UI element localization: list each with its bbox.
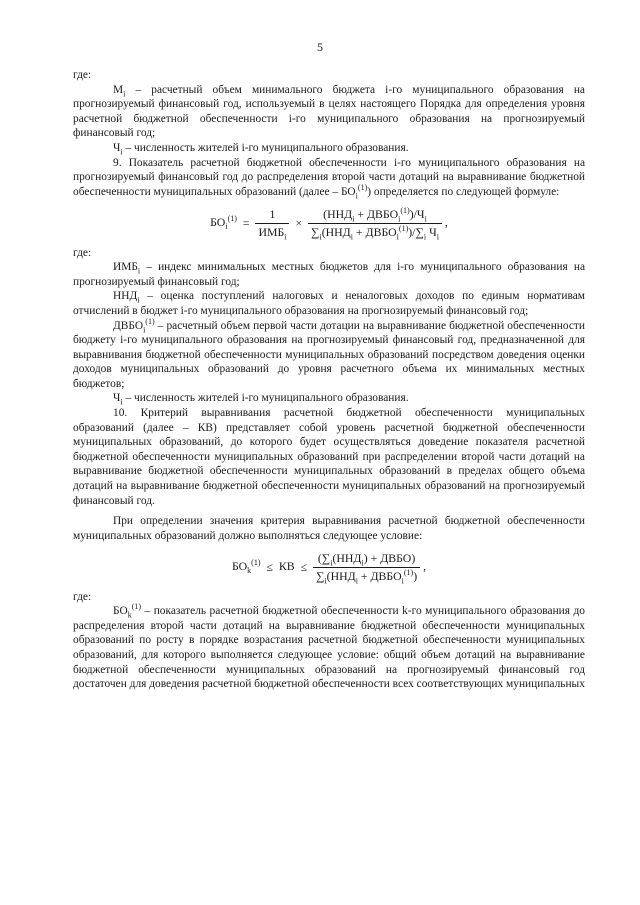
fraction-condition: $\frac{(\sum_i(ННД_i) + ДВБО)}{\sum_i(ННД_i + ДВБО_i^{(1)})}$ [313, 551, 420, 583]
paragraph-10: 10. Критерий выравнивания расчетной бюджетной обеспеченности муниципальных образований (далее – КВ) представляет собой уровень расчетной бюджетной обеспеченности муниципальных образований, до которого будет осуществляться доведение показателя расчетной бюджетной обеспеченности муниципальных образований при распределении второй части дотаций на выравнивание бюджетной обеспеченности муниципальных образований в пределах общего объема дотаций на выравнивание бюджетной обеспеченности муниципальных образований на прогнозируемый финансовый год. [73, 407, 585, 507]
where-label-1: где: [73, 69, 92, 81]
formula-condition: $БО_k^{(1)}$ ≤ КВ ≤ $\frac{(\sum_i(ННД_i) + ДВБО)}{\sum_i(ННД_i + ДВБО_i^{(1)})}$ , [231, 551, 427, 586]
definition-imb: $ИМБ_i$ – индекс минимальных местных бюджетов для i-го муниципального образования на прогнозируемый финансовый год; [73, 261, 585, 288]
definition-m: $М_i$ – расчетный объем минимального бюджета i-го муниципального образования на прогнозируемый финансовый год, используемый в целях настоящего Порядка для определения уровня расчетной бюджетной обеспеченности i-го муниципального образования на прогнозируемый финансовый год; [73, 83, 585, 140]
document-body [73, 68, 585, 692]
fraction-imb: $\frac{1}{ИМБ_i}$ [255, 207, 289, 239]
definition-dvbo: $ДВБО_i^{(1)}$ – расчетный объем первой части дотации на выравнивание бюджетной обеспеченности бюджету i-го муниципального образования на прогнозируемый финансовый год, предназначенной для выравнивания бюджетной обеспеченности муниципальных образований посредством доведения оценки доходов муниципальных образований до уровня расчетного объема их минимальных местных бюджетов; [73, 316, 585, 390]
page-number: 5 [317, 40, 323, 54]
paragraph-9: 9. Показатель расчетной бюджетной обеспеченности i-го муниципального образования на прогнозируемый финансовый год до распределения второй части дотаций на выравнивание бюджетной обеспеченности муниципальных образований (далее – $БО_i^{(1)}$) определяется по следующей формуле: [73, 156, 585, 201]
fraction-main: $\frac{(ННД_i + ДВБО_i^{(1)})/Ч_i}{\sum_i(ННД_i + ДВБО_i^{(1)})/\sum_i Ч_i}$ [308, 207, 442, 239]
definition-nnd: $ННД_i$ – оценка поступлений налоговых и неналоговых доходов по единым нормативам отчислений в бюджет i-го муниципального образования на прогнозируемый финансовый год; [73, 290, 585, 317]
where-label-3: где: [73, 590, 92, 603]
where-label-2: где: [73, 246, 92, 259]
definition-population-2: $Ч_i$ – численность жителей i-го муниципального образования. [113, 392, 409, 407]
definition-population-1: $Ч_i$ – численность жителей i-го муниципального образования. [113, 141, 409, 157]
definition-bok: $БО_k^{(1)}$ – показатель расчетной бюджетной обеспеченности k-го муниципального образования до распределения второй части дотаций на выравнивание бюджетной обеспеченности муниципальных образований по росту в порядке возрастания расчетной бюджетной обеспеченности муниципальных образований, для которого выполняется следующее условие: общий объем дотаций на выравнивание бюджетной обеспеченности муниципальных образований на прогнозируемый финансовый год достаточен для доведения расчетной бюджетной обеспеченности всех соответствующих муниципальных [73, 602, 585, 691]
formula-bo: $БО_i^{(1)}$ = $\frac{1}{ИМБ_i}$ × $\frac{(ННД_i + ДВБО_i^{(1)})/Ч_i}{\sum_i(ННД_i + ДВБО_i^{(1)})/\sum_i Ч_i}$ , [210, 206, 448, 242]
condition-intro: При определении значения критерия выравнивания расчетной бюджетной обеспеченности муниципальных образований должно выполняться следующее условие: [73, 515, 585, 542]
